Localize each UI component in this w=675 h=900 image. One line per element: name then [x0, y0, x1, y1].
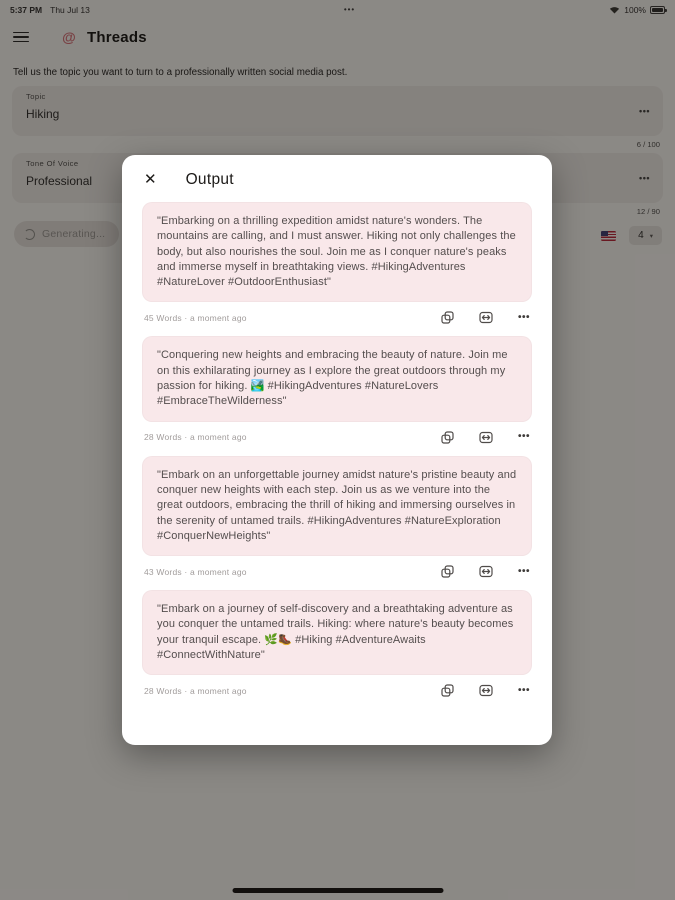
modal-header: [122, 155, 552, 202]
post-text: "Embark on a journey of self-discovery and a breathtaking adventure as you conquer the untamed trails. Hiking: where nature's beauty becomes your tranquil escape. 🌿🥾 #Hiking #AdventureAwaits #ConnectWithNature": [142, 590, 532, 675]
topic-more-icon[interactable]: •••: [639, 106, 650, 116]
close-icon[interactable]: ✕: [144, 171, 157, 188]
export-icon[interactable]: [479, 311, 493, 324]
chevron-down-icon: ▾: [649, 232, 653, 240]
post-text: "Embark on an unforgettable journey amidst nature's pristine beauty and conquer new heights with each step. Join us as we venture into the great outdoors, embracing the thrill of hiking and immersing ourselves in the serenity of untamed trails. #HikingAdventures #NatureExploration #ConquerNewHeights": [142, 456, 532, 556]
variant-count-value: 4: [638, 230, 644, 241]
generate-button-label: Generating...: [42, 228, 106, 240]
status-center-dots: •••: [343, 5, 356, 14]
date: Thu Jul 13: [50, 4, 90, 15]
export-icon[interactable]: [479, 431, 493, 444]
tone-char-counter: 12 / 90: [636, 207, 660, 216]
topic-value: Hiking: [26, 107, 60, 121]
post-text: "Conquering new heights and embracing the beauty of nature. Join me on this exhilarating journey as I explore the great outdoors through my passion for hiking. 🏞️ #HikingAdventures #NatureLovers #EmbraceTheWilderness": [142, 336, 532, 421]
post-text: "Embarking on a thrilling expedition amidst nature's wonders. The mountains are calling, and I must answer. Hiking not only challenges the body, but also nourishes the soul. Join me as I conquer nature's peaks and immerse myself in breathtaking views. #HikingAdventures #NatureLover #OutdoorEnthusiast": [142, 202, 532, 302]
copy-icon[interactable]: [441, 431, 454, 444]
post-item: [142, 456, 532, 590]
post-meta: 28 Words · a moment ago: [144, 432, 247, 443]
post-more-icon[interactable]: •••: [517, 311, 530, 323]
post-meta: 28 Words · a moment ago: [144, 685, 247, 696]
copy-icon[interactable]: [441, 684, 454, 697]
post-meta: 43 Words · a moment ago: [144, 566, 247, 577]
post-item: [142, 202, 532, 336]
topic-label: Topic: [26, 92, 46, 101]
post-item: [142, 590, 532, 709]
copy-icon[interactable]: [441, 311, 454, 324]
tone-more-icon[interactable]: •••: [639, 173, 650, 183]
post-more-icon[interactable]: •••: [517, 565, 530, 577]
copy-icon[interactable]: [441, 565, 454, 578]
post-item: [142, 336, 532, 455]
export-icon[interactable]: [479, 684, 493, 697]
post-meta: 45 Words · a moment ago: [144, 312, 247, 323]
tone-label: Tone Of Voice: [26, 159, 79, 168]
modal-title: Output: [185, 170, 234, 188]
threads-logo-icon: @: [62, 29, 76, 45]
post-more-icon[interactable]: •••: [517, 431, 530, 443]
tone-value: Professional: [26, 174, 93, 188]
app-title: Threads: [87, 28, 147, 46]
export-icon[interactable]: [479, 565, 493, 578]
output-modal: [122, 155, 552, 745]
topic-char-counter: 6 / 100: [636, 140, 660, 149]
battery-percent: 100%: [624, 4, 646, 15]
intro-text: Tell us the topic you want to turn to a professionally written social media post.: [13, 67, 348, 78]
post-more-icon[interactable]: •••: [517, 684, 530, 696]
clock: 5:37 PM: [10, 4, 43, 15]
